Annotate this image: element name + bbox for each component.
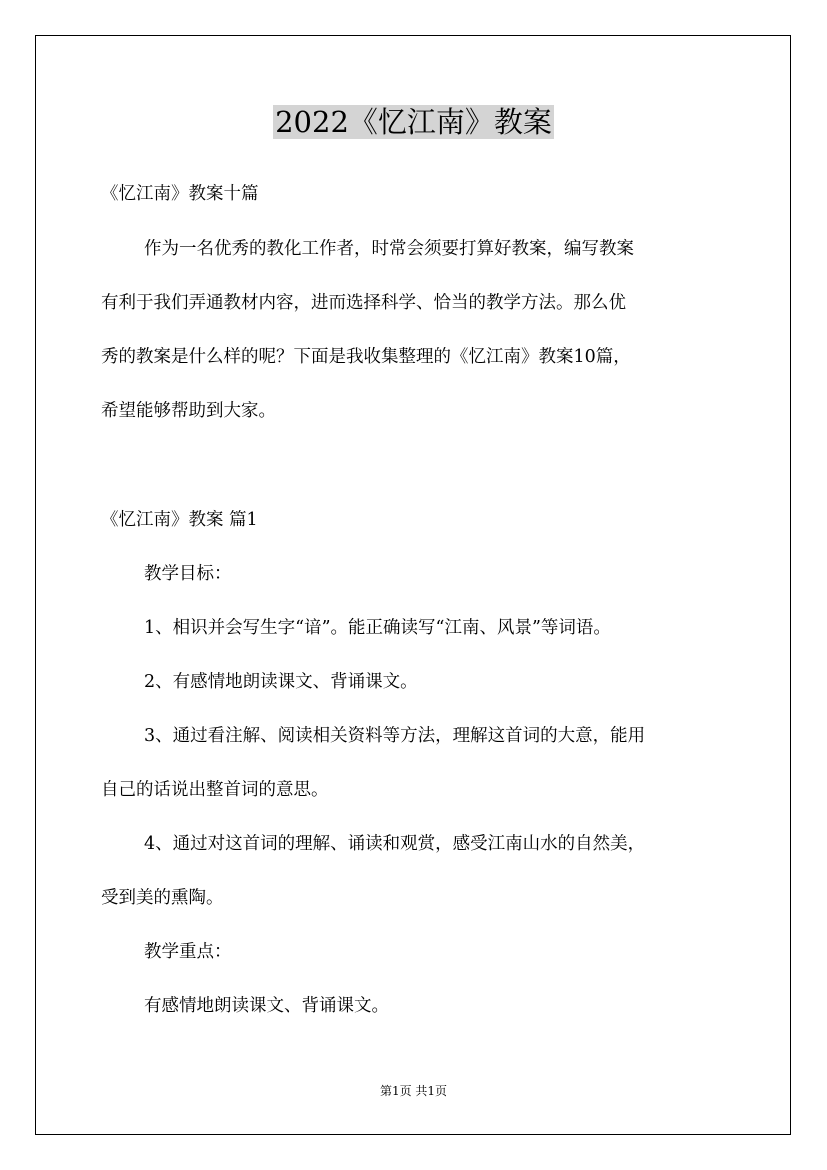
document-title-text: 2022《忆江南》教案 — [275, 105, 552, 139]
body-line: 自己的话说出整首词的意思。 — [101, 780, 329, 800]
intro-line: 希望能够帮助到大家。 — [101, 401, 276, 421]
body-line: 教学目标： — [144, 564, 232, 584]
intro-line: 秀的教案是什么样的呢？下面是我收集整理的《忆江南》教案10篇， — [101, 347, 631, 367]
page-number: 第1页 共1页 — [379, 1084, 448, 1098]
intro-line: 作为一名优秀的教化工作者，时常会须要打算好教案，编写教案 — [144, 239, 634, 259]
body-line: 有感情地朗读课文、背诵课文。 — [144, 996, 389, 1016]
body-line: 教学重点： — [144, 942, 232, 962]
document-subtitle: 《忆江南》教案十篇 — [101, 184, 259, 204]
body-line: 受到美的熏陶。 — [101, 888, 224, 908]
section-heading: 《忆江南》教案 篇1 — [101, 510, 258, 530]
document-title — [0, 102, 827, 142]
body-line: 3、通过看注解、阅读相关资料等方法，理解这首词的大意，能用 — [144, 726, 646, 746]
body-line: 4、通过对这首词的理解、诵读和观赏，感受江南山水的自然美， — [144, 834, 646, 854]
body-line: 2、有感情地朗读课文、背诵课文。 — [144, 672, 418, 692]
intro-line: 有利于我们弄通教材内容，进而选择科学、恰当的教学方法。那么优 — [101, 293, 626, 313]
body-line: 1、相识并会写生字“谙”。能正确读写“江南、风景”等词语。 — [144, 618, 611, 638]
